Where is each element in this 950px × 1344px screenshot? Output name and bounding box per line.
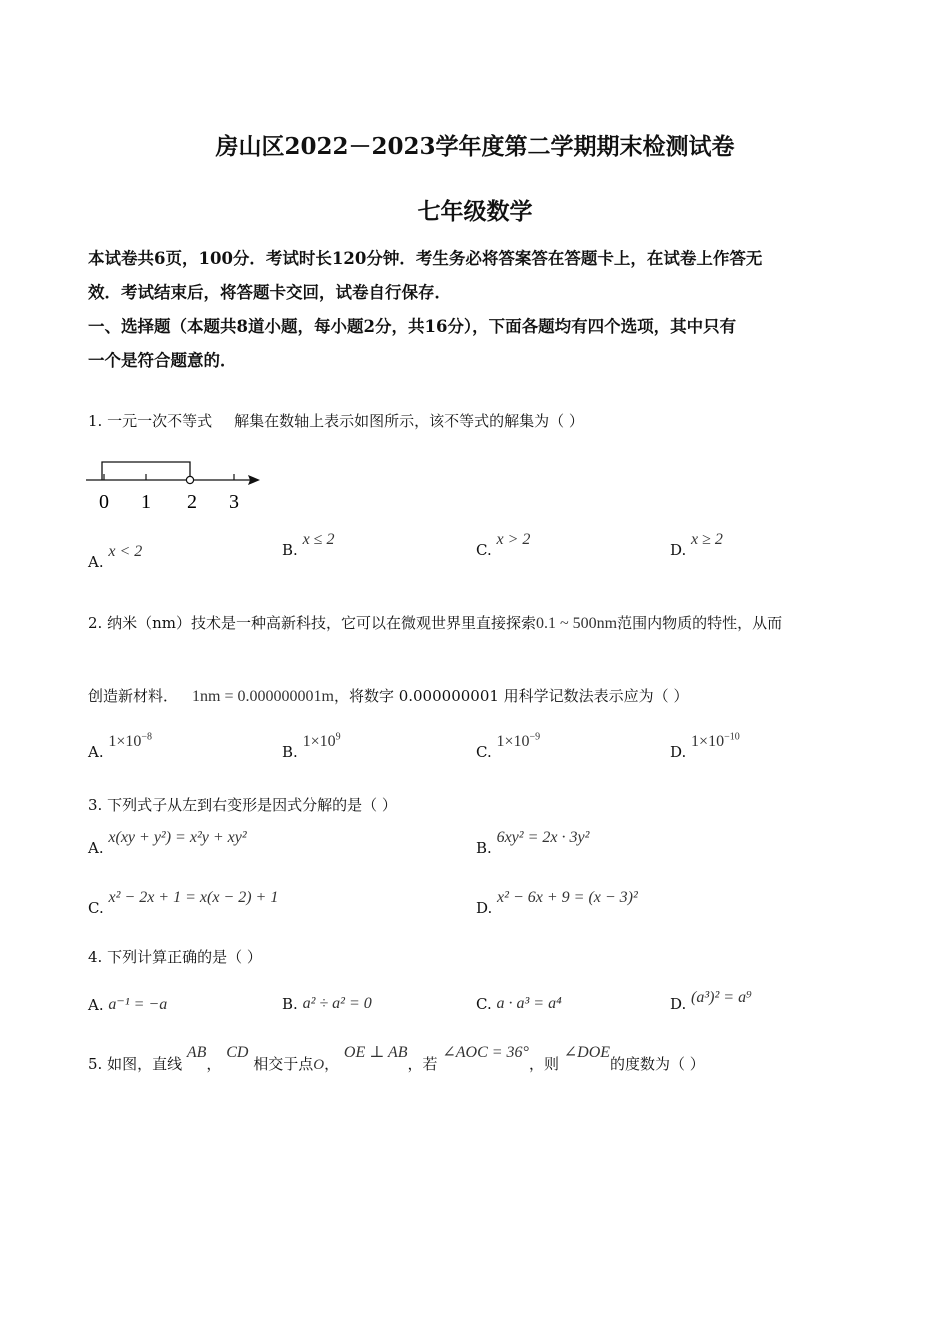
- question-1-stem-part-b: 解集在数轴上表示如图所示，该不等式的解集为（ ）: [234, 412, 584, 430]
- question-3-option-b[interactable]: B. 6xy² = 2x · 3y²: [476, 829, 590, 857]
- question-1-stem-part-a: 1. 一元一次不等式: [88, 412, 213, 430]
- question-4-option-b[interactable]: B. a² ÷ a² = 0: [282, 995, 372, 1013]
- question-4-option-a[interactable]: A. a⁻¹ = −a: [88, 996, 168, 1014]
- question-2-option-c[interactable]: C. $1\times 10^{-9}$: [476, 732, 541, 762]
- question-2-option-a[interactable]: A. $1\times 10^{-8}$: [88, 732, 153, 762]
- question-1-stem: [88, 410, 584, 431]
- section-heading-line-2: 一个是符合题意的．: [88, 351, 237, 370]
- question-3-stem: 3. 下列式子从左到右变形是因式分解的是（ ）: [88, 796, 397, 814]
- question-3-option-c[interactable]: C. x² − 2x + 1 = x(x − 2) + 1: [88, 889, 279, 917]
- question-5-stem: 5. 如图，直线 AB， CD 相交于点O， OE ⊥ AB，若 ∠AOC = 36°，则 ∠DOE的度数为（ ）: [88, 1044, 705, 1073]
- open-circle-at-2: [186, 476, 193, 483]
- page-title: 房山区2022－2023学年度第二学期期末检测试卷: [215, 133, 735, 160]
- tick-label-0: 0: [99, 491, 109, 513]
- instructions-line-1: 本试卷共6页，100分．考试时长120分钟．考生务必将答案答在答题卡上，在试卷上作答无: [88, 249, 763, 268]
- instructions-line-2: 效．考试结束后，将答题卡交回，试卷自行保存．: [88, 283, 451, 302]
- question-2-option-d[interactable]: D. $1\times 10^{-10}$: [670, 732, 740, 762]
- page-subtitle: 七年级数学: [417, 198, 533, 225]
- question-1-option-c[interactable]: C. x > 2: [476, 531, 531, 559]
- line-ab: AB: [186, 1044, 207, 1061]
- tick-label-2: 2: [187, 491, 197, 513]
- question-4-option-d[interactable]: D. (a³)² = a⁹: [670, 989, 752, 1013]
- perpendicular-condition: OE ⊥ AB: [343, 1044, 408, 1061]
- angle-doe: ∠DOE: [563, 1044, 611, 1061]
- tick-label-1: 1: [141, 491, 151, 513]
- question-3-option-d[interactable]: D. x² − 6x + 9 = (x − 3)²: [476, 889, 638, 917]
- section-heading-line-1: 一、选择题（本题共8道小题，每小题2分，共16分），下面各题均有四个选项，其中只有: [88, 317, 737, 336]
- question-4-stem: 4. 下列计算正确的是（ ）: [88, 948, 262, 966]
- question-2-stem-line-1: 2. 纳米（nm）技术是一种高新科技，它可以在微观世界里直接探索0.1 ~ 500nm范围内物质的特性，从而: [88, 614, 783, 632]
- line-cd: CD: [226, 1044, 249, 1061]
- question-3-option-a[interactable]: A. x(xy + y²) = x²y + xy²: [88, 829, 247, 857]
- angle-aoc-condition: ∠AOC = 36°: [442, 1044, 529, 1061]
- point-o: O: [313, 1057, 325, 1073]
- exam-instructions: [88, 242, 868, 378]
- question-2-option-b[interactable]: B. $1\times 10^9$: [282, 732, 341, 762]
- question-2-stem-line-2: 创造新材料． 1nm = 0.000000001m，将数字 0.000000001 用科学记数法表示应为（ ）: [88, 687, 689, 705]
- question-4-option-c[interactable]: C. a · a³ = a⁴: [476, 995, 562, 1013]
- number-line-figure: [84, 455, 274, 515]
- range-expression: 0.1 ~ 500nm: [535, 615, 618, 632]
- question-1-option-b[interactable]: B. x ≤ 2: [282, 531, 335, 559]
- question-1-option-d[interactable]: D. x ≥ 2: [670, 531, 723, 559]
- nanometer-formula: 1nm = 0.000000001m: [192, 688, 334, 705]
- tick-label-3: 3: [229, 491, 239, 513]
- question-1-option-a[interactable]: A. x < 2: [88, 543, 143, 571]
